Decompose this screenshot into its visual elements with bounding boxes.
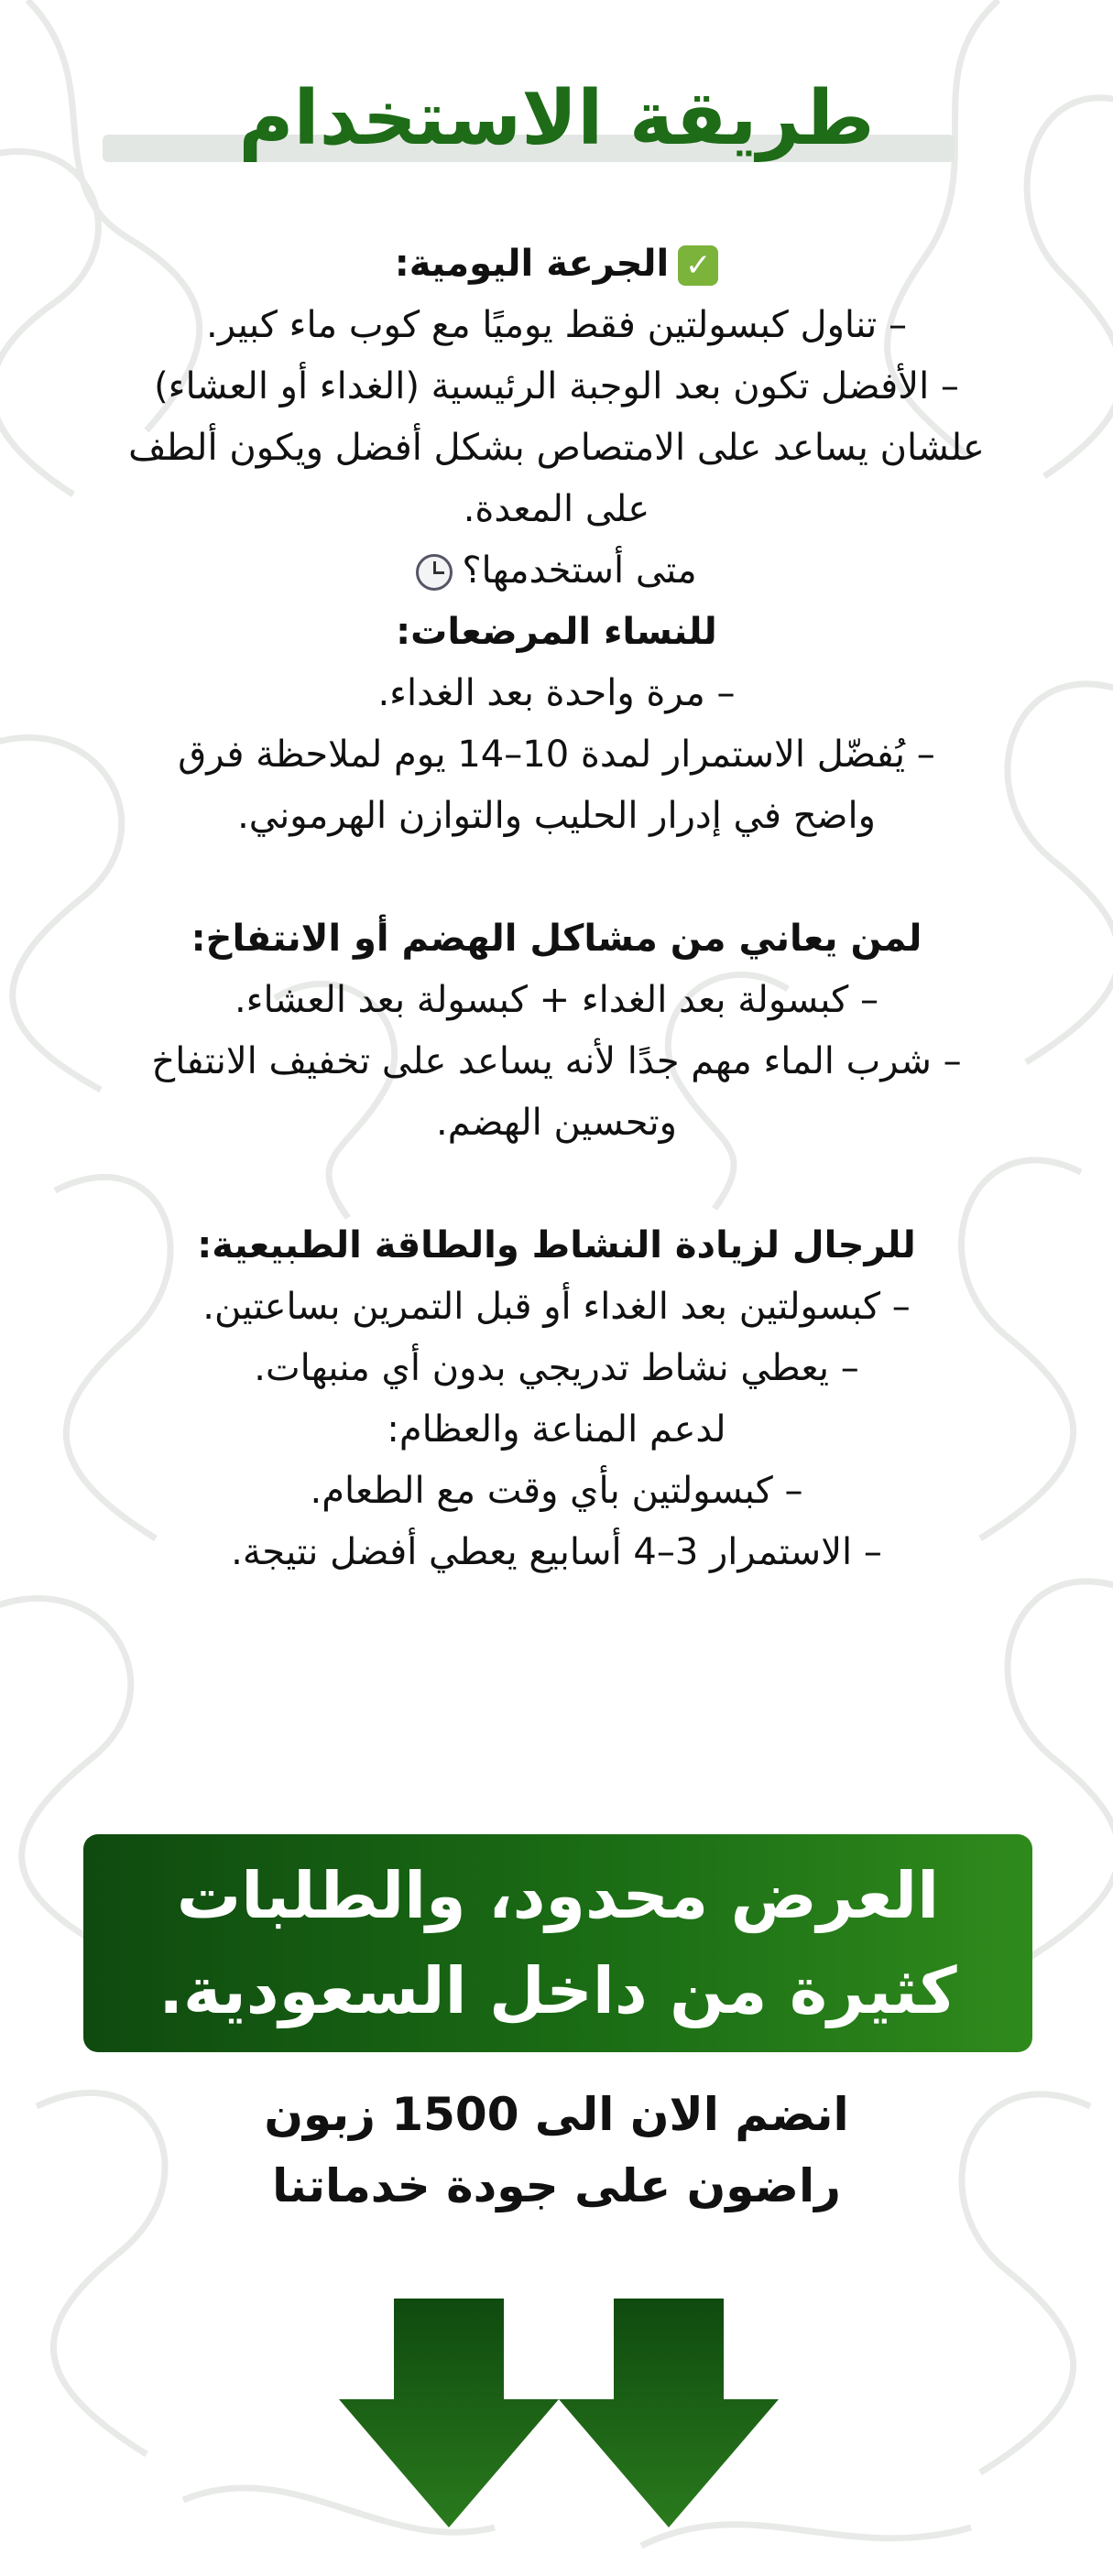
instruction-line: – مرة واحدة بعد الغداء. — [377, 672, 736, 714]
daily-dose-heading — [37, 234, 1076, 295]
offer-line-2: كثيرة من داخل السعودية. — [158, 1953, 957, 2028]
instruction-line: على المعدة. — [463, 488, 650, 530]
instruction-line: – كبسولتين بعد الغداء أو قبل التمرين بساعتين. — [202, 1286, 911, 1328]
section-spacer — [37, 847, 1076, 908]
digestion-heading: لمن يعاني من مشاكل الهضم أو الانتفاخ: — [191, 918, 922, 960]
when-to-use-heading — [37, 540, 1076, 602]
section-spacer — [37, 1154, 1076, 1215]
immunity-heading: لدعم المناعة والعظام: — [387, 1408, 726, 1451]
daily-dose-heading-text: الجرعة اليومية: — [394, 243, 670, 285]
instruction-line: – الأفضل تكون بعد الوجبة الرئيسية (الغداء أو العشاء) — [154, 365, 959, 408]
limited-offer-banner — [83, 1834, 1032, 2052]
instruction-line: – الاستمرار 3–4 أسابيع يعطي أفضل نتيجة. — [231, 1531, 882, 1573]
instruction-line: واضح في إدرار الحليب والتوازن الهرموني. — [237, 795, 876, 837]
usage-instructions — [37, 234, 1076, 1583]
page-title: طريقة الاستخدام — [238, 75, 875, 162]
clock-icon — [416, 554, 453, 591]
checkmark-icon: ✓ — [678, 245, 718, 286]
when-to-use-text: متى أستخدمها؟ — [462, 549, 697, 592]
join-line-1: انضم الان الى 1500 زبون — [264, 2088, 849, 2141]
join-customers-text — [0, 2079, 1113, 2222]
instruction-line: – شرب الماء مهم جدًا لأنه يساعد على تخفيف الانتفاخ — [151, 1040, 962, 1082]
instruction-line: – تناول كبسولتين فقط يوميًا مع كوب ماء كبير. — [206, 304, 907, 346]
nursing-heading: للنساء المرضعات: — [396, 611, 717, 653]
double-down-arrow-icon — [339, 2299, 779, 2527]
offer-line-1: العرض محدود، والطلبات — [176, 1858, 940, 1933]
instruction-line: – كبسولتين بأي وقت مع الطعام. — [310, 1470, 803, 1512]
instruction-line: – يُفضّل الاستمرار لمدة 10–14 يوم لملاحظة فرق — [178, 734, 935, 776]
down-arrow-icon-right — [559, 2299, 779, 2527]
instruction-line: – يعطي نشاط تدريجي بدون أي منبهات. — [254, 1347, 859, 1389]
instruction-line: علشان يساعد على الامتصاص بشكل أفضل ويكون ألطف — [128, 427, 985, 469]
instruction-line: وتحسين الهضم. — [436, 1102, 677, 1144]
instruction-line: – كبسولة بعد الغداء + كبسولة بعد العشاء. — [234, 979, 879, 1021]
join-line-2: راضون على جودة خدماتنا — [272, 2159, 841, 2212]
men-energy-heading: للرجال لزيادة النشاط والطاقة الطبيعية: — [197, 1224, 916, 1266]
down-arrow-icon-left — [339, 2299, 559, 2527]
